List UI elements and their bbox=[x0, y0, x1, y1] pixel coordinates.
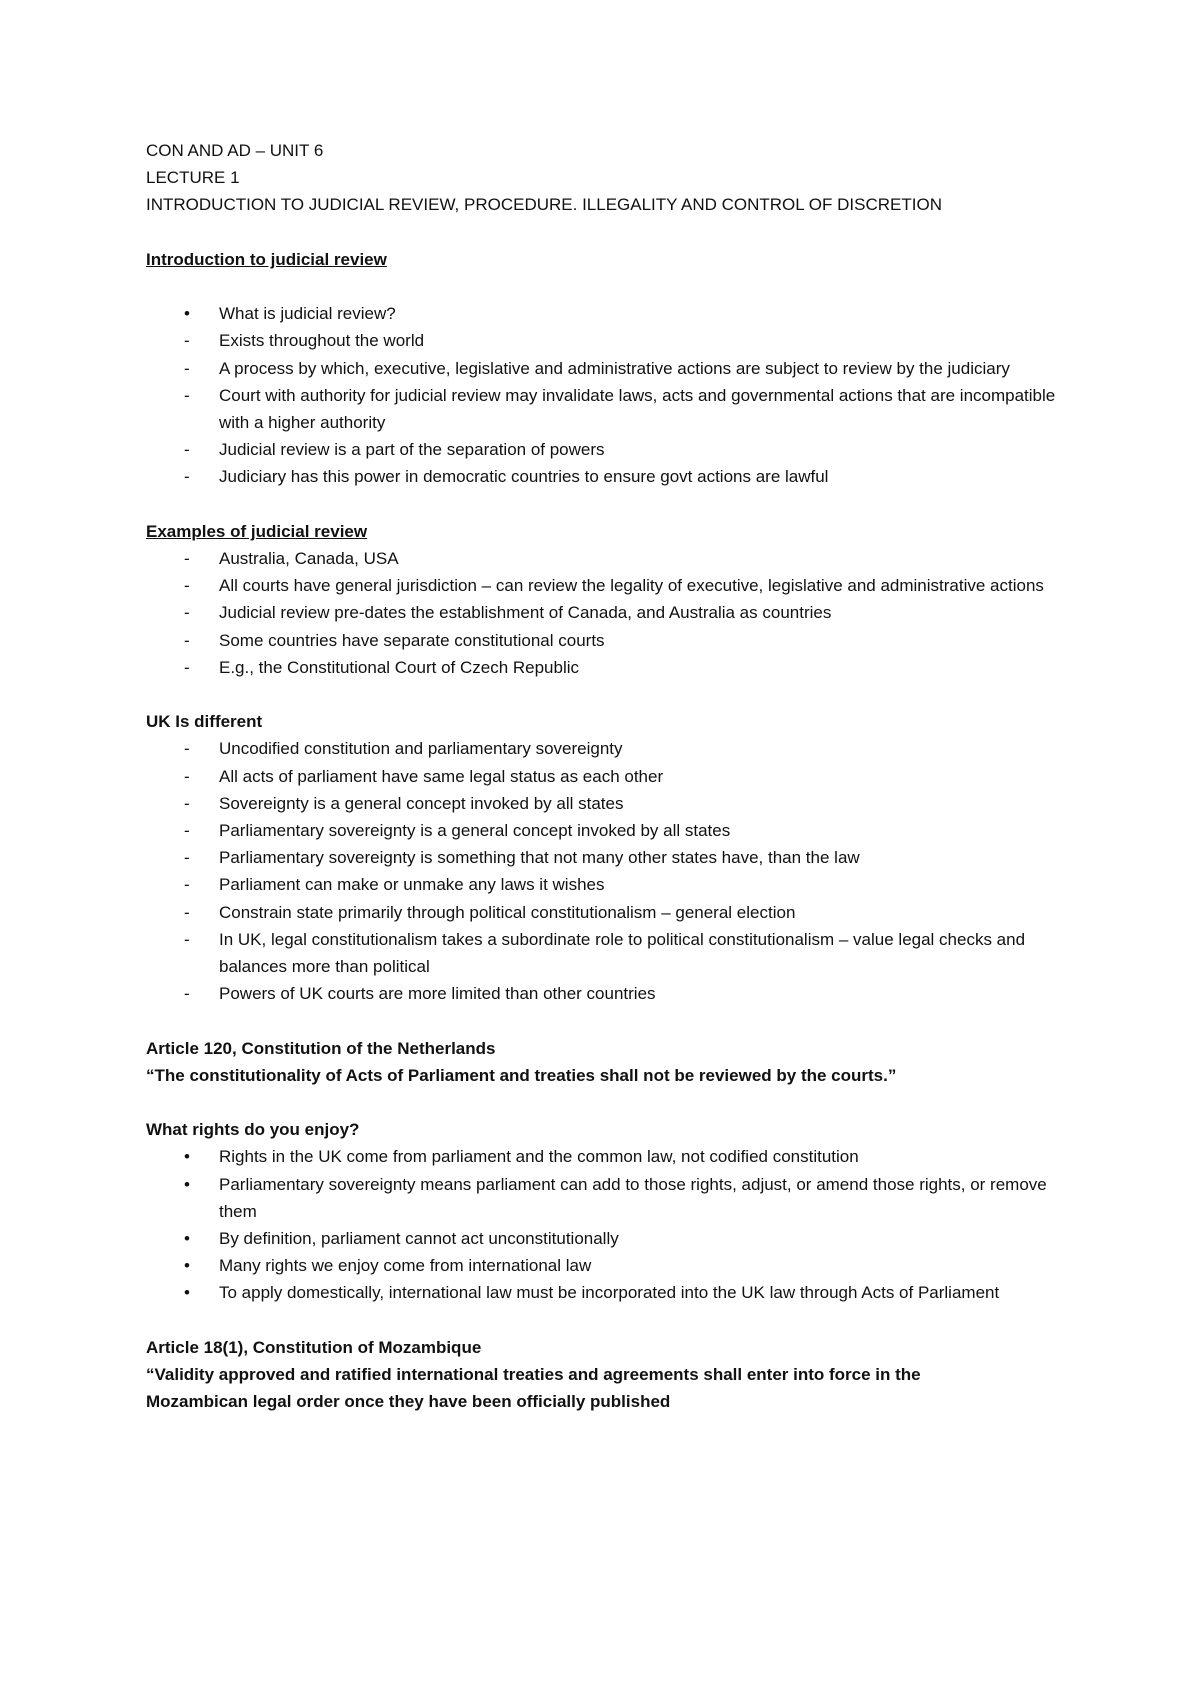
list-item bbox=[146, 980, 1076, 1007]
list-item bbox=[146, 654, 1076, 681]
spacer bbox=[146, 1307, 1076, 1334]
list-item-text: Constrain state primarily through political constitutionalism – general election bbox=[219, 902, 796, 922]
section-heading-mozambique: Article 18(1), Constitution of Mozambique bbox=[146, 1337, 482, 1357]
spacer bbox=[146, 273, 1076, 300]
dash-marker: - bbox=[184, 331, 190, 351]
spacer bbox=[146, 1089, 1076, 1116]
list-item bbox=[146, 926, 1076, 980]
dash-marker: - bbox=[184, 739, 190, 759]
spacer bbox=[146, 491, 1076, 518]
mozambique-quote-line-2: Mozambican legal order once they have been officially published bbox=[146, 1392, 671, 1412]
list-item bbox=[146, 436, 1076, 463]
dash-marker: - bbox=[184, 603, 190, 623]
list-item bbox=[146, 1252, 1076, 1279]
list-item-text: By definition, parliament cannot act unconstitutionally bbox=[219, 1229, 619, 1249]
list-item-text: Parliament can make or unmake any laws it wishes bbox=[219, 875, 605, 895]
bullet-marker: • bbox=[184, 1256, 190, 1276]
list-item-text: Judicial review pre-dates the establishment of Canada, and Australia as countries bbox=[219, 603, 832, 623]
list-item bbox=[146, 790, 1076, 817]
list-item bbox=[146, 572, 1076, 599]
document-title-unit: CON AND AD – UNIT 6 bbox=[146, 141, 324, 160]
netherlands-quote: “The constitutionality of Acts of Parliament and treaties shall not be reviewed by the courts.” bbox=[146, 1065, 897, 1085]
list-item bbox=[146, 627, 1076, 654]
list-item-text: All courts have general jurisdiction – can review the legality of executive, legislative and administrative actions bbox=[219, 576, 1044, 596]
dash-marker: - bbox=[184, 440, 190, 460]
list-item-text: Uncodified constitution and parliamentary sovereignty bbox=[219, 739, 623, 759]
bullet-marker: • bbox=[184, 1229, 190, 1249]
list-item-text: Australia, Canada, USA bbox=[219, 549, 399, 568]
section-heading-netherlands: Article 120, Constitution of the Netherlands bbox=[146, 1038, 496, 1058]
list-item bbox=[146, 355, 1076, 382]
dash-marker: - bbox=[184, 821, 190, 841]
list-item-text: Powers of UK courts are more limited than other countries bbox=[219, 984, 656, 1004]
document-title-topic: INTRODUCTION TO JUDICIAL REVIEW, PROCEDURE. ILLEGALITY AND CONTROL OF DISCRETION bbox=[146, 195, 942, 215]
list-item bbox=[146, 300, 1076, 327]
section-heading-rights: What rights do you enjoy? bbox=[146, 1120, 360, 1140]
list-item bbox=[146, 735, 1076, 762]
list-item bbox=[146, 1143, 1076, 1170]
list-item-text: Exists throughout the world bbox=[219, 331, 425, 351]
section-heading-intro: Introduction to judicial review bbox=[146, 249, 387, 269]
list-item-text: A process by which, executive, legislative and administrative actions are subject to review by the judiciary bbox=[219, 358, 1010, 378]
list-item-text: Parliamentary sovereignty is a general concept invoked by all states bbox=[219, 821, 731, 841]
dash-marker: - bbox=[184, 630, 190, 650]
examples-list bbox=[146, 545, 1076, 681]
spacer bbox=[146, 1007, 1076, 1034]
bullet-marker: • bbox=[184, 1283, 190, 1303]
dash-marker: - bbox=[184, 358, 190, 378]
list-item-text: Sovereignty is a general concept invoked by all states bbox=[219, 793, 624, 813]
section-heading-uk: UK Is different bbox=[146, 712, 263, 732]
uk-list bbox=[146, 735, 1076, 1007]
list-item bbox=[146, 463, 1076, 490]
dash-marker: - bbox=[184, 576, 190, 596]
dash-marker: - bbox=[184, 902, 190, 922]
list-item bbox=[146, 327, 1076, 354]
dash-marker: - bbox=[184, 467, 190, 487]
list-item-text: Court with authority for judicial review may invalidate laws, acts and governmental actions that are incompatible with a higher authority bbox=[219, 385, 1056, 432]
list-item-text: E.g., the Constitutional Court of Czech Republic bbox=[219, 657, 580, 677]
list-item bbox=[146, 817, 1076, 844]
list-item-text: What is judicial review? bbox=[219, 304, 396, 324]
dash-marker: - bbox=[184, 657, 190, 677]
list-item bbox=[146, 763, 1076, 790]
list-item-text: Parliamentary sovereignty means parliament can add to those rights, adjust, or amend those rights, or remove them bbox=[219, 1174, 1047, 1221]
dash-marker: - bbox=[184, 793, 190, 813]
spacer bbox=[146, 681, 1076, 708]
intro-list bbox=[146, 300, 1076, 490]
list-item bbox=[146, 599, 1076, 626]
rights-list bbox=[146, 1143, 1076, 1306]
list-item-text: Rights in the UK come from parliament and the common law, not codified constitution bbox=[219, 1147, 859, 1167]
list-item bbox=[146, 545, 1076, 572]
dash-marker: - bbox=[184, 549, 190, 568]
bullet-marker: • bbox=[184, 1174, 190, 1194]
document-page bbox=[146, 137, 1076, 1415]
list-item bbox=[146, 871, 1076, 898]
list-item-text: Some countries have separate constitutional courts bbox=[219, 630, 605, 650]
list-item bbox=[146, 1225, 1076, 1252]
list-item-text: Parliamentary sovereignty is something that not many other states have, than the law bbox=[219, 848, 860, 868]
list-item-text: In UK, legal constitutionalism takes a subordinate role to political constitutionalism – value legal checks and balances more than political bbox=[219, 929, 1026, 977]
dash-marker: - bbox=[184, 766, 190, 786]
mozambique-quote-line-1: “Validity approved and ratified international treaties and agreements shall enter into force in the bbox=[146, 1365, 921, 1385]
list-item bbox=[146, 1171, 1076, 1225]
spacer bbox=[146, 219, 1076, 246]
list-item bbox=[146, 899, 1076, 926]
list-item bbox=[146, 844, 1076, 871]
dash-marker: - bbox=[184, 848, 190, 868]
dash-marker: - bbox=[184, 875, 190, 895]
dash-marker: - bbox=[184, 929, 190, 949]
list-item-text: Judicial review is a part of the separation of powers bbox=[219, 440, 605, 460]
list-item bbox=[146, 1279, 1076, 1306]
dash-marker: - bbox=[184, 385, 190, 405]
section-heading-examples: Examples of judicial review bbox=[146, 521, 368, 541]
list-item-text: To apply domestically, international law must be incorporated into the UK law through Acts of Parliament bbox=[219, 1283, 1000, 1303]
list-item bbox=[146, 382, 1076, 436]
bullet-marker: • bbox=[184, 304, 190, 324]
document-title-lecture: LECTURE 1 bbox=[146, 168, 240, 188]
list-item-text: Many rights we enjoy come from international law bbox=[219, 1256, 592, 1276]
bullet-marker: • bbox=[184, 1147, 190, 1167]
list-item-text: All acts of parliament have same legal status as each other bbox=[219, 766, 664, 786]
dash-marker: - bbox=[184, 984, 190, 1004]
list-item-text: Judiciary has this power in democratic countries to ensure govt actions are lawful bbox=[219, 467, 829, 487]
